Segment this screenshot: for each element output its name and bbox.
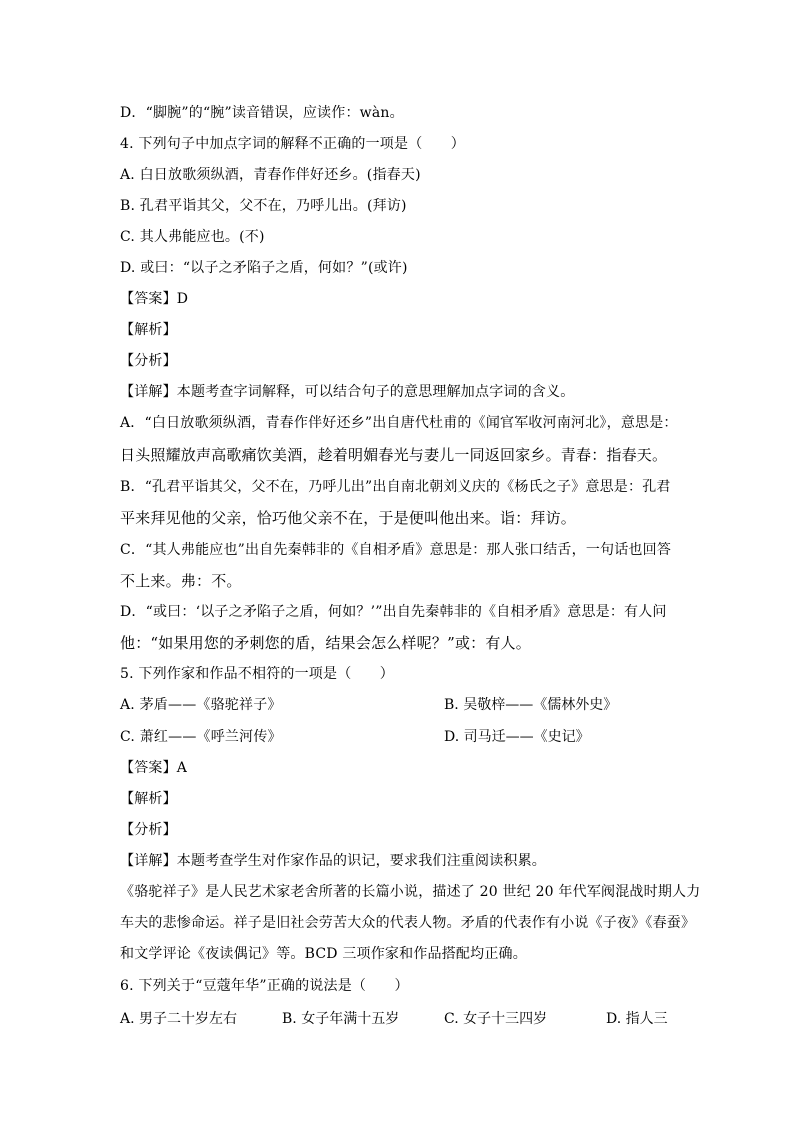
question-5-option-c: C. 萧红——《呼兰河传》: [120, 729, 282, 745]
breakdown-4-heading: 【分析】: [120, 353, 177, 369]
question-4-option-a: A. 白日放歌须纵酒，青春作伴好还乡。(指春天): [120, 167, 421, 183]
explain-4c-line2: 不上来。弗：不。: [120, 572, 242, 590]
explain-4d-line1: D．“或曰：‘以子之矛陷子之盾，何如？’”出自先秦韩非的《自相矛盾》意思是：有人问: [120, 604, 667, 620]
explain-4a-line2: 日头照耀放声高歌痛饮美酒，趁着明媚春光与妻儿一同返回家乡。青春：指春天。: [120, 446, 668, 464]
question-5-option-a: A. 茅盾——《骆驼祥子》: [120, 697, 282, 713]
question-4-option-d: D. 或曰：“以子之矛陷子之盾，何如？”(或许): [120, 260, 408, 276]
explain-5-line3: 和文学评论《夜读偶记》等。BCD 三项作家和作品搭配均正确。: [120, 946, 527, 962]
detail-5: 【详解】本题考查学生对作家作品的识记，要求我们注重阅读积累。: [120, 853, 546, 869]
answer-5: 【答案】A: [120, 760, 188, 776]
question-6-option-d: D. 指人三: [606, 1011, 668, 1027]
question-4: 4. 下列句子中加点字词的解释不正确的一项是（ ）: [120, 136, 466, 152]
detail-4: 【详解】本题考查字词解释，可以结合句子的意思理解加点字词的含义。: [120, 384, 575, 400]
question-4-option-c: C. 其人弗能应也。(不): [120, 229, 265, 245]
explain-5-line2: 车夫的悲惨命运。祥子是旧社会劳苦大众的代表人物。矛盾的代表作有小说《子夜》《春蚕》: [120, 915, 696, 931]
breakdown-5-heading: 【分析】: [120, 822, 177, 838]
explain-4b-line1: B．“孔君平诣其父，父不在，乃呼儿出”出自南北朝刘义庆的《杨氏之子》意思是：孔君: [120, 479, 671, 495]
explain-4d-line2: 他：“如果用您的矛刺您的盾，结果会怎么样呢？”或：有人。: [120, 634, 531, 652]
explain-4b-line2: 平来拜见他的父亲，恰巧他父亲不在，于是便叫他出来。诣：拜访。: [120, 509, 577, 527]
explain-5-line1: 《骆驼祥子》是人民艺术家老舍所著的长篇小说，描述了 20 世纪 20 年代军阀混战时期人力: [120, 884, 701, 900]
question-6: 6. 下列关于“豆蔻年华”正确的说法是（ ）: [120, 978, 409, 994]
explain-4c-line1: C．“其人弗能应也”出自先秦韩非的《自相矛盾》意思是：那人张口结舌，一句话也回答: [120, 542, 672, 558]
question-6-option-c: C. 女子十三四岁: [444, 1011, 548, 1027]
question-6-option-a: A. 男子二十岁左右: [120, 1011, 238, 1027]
analysis-4-heading: 【解析】: [120, 322, 177, 338]
option-d-note: D．“脚腕”的“腕”读音错误，应读作：wàn。: [120, 105, 404, 121]
question-6-option-b: B. 女子年满十五岁: [282, 1011, 400, 1027]
answer-4: 【答案】D: [120, 291, 189, 307]
question-5-option-b: B. 吴敬梓——《儒林外史》: [444, 697, 618, 713]
explain-4a-line1: A．“白日放歌须纵酒，青春作伴好还乡”出自唐代杜甫的《闻官军收河南河北》，意思是：: [120, 415, 678, 431]
question-4-option-b: B. 孔君平诣其父，父不在，乃呼儿出。(拜访): [120, 198, 407, 214]
question-5-option-d: D. 司马迁——《史记》: [444, 729, 590, 745]
question-5: 5. 下列作家和作品不相符的一项是（ ）: [120, 666, 395, 682]
analysis-5-heading: 【解析】: [120, 791, 177, 807]
